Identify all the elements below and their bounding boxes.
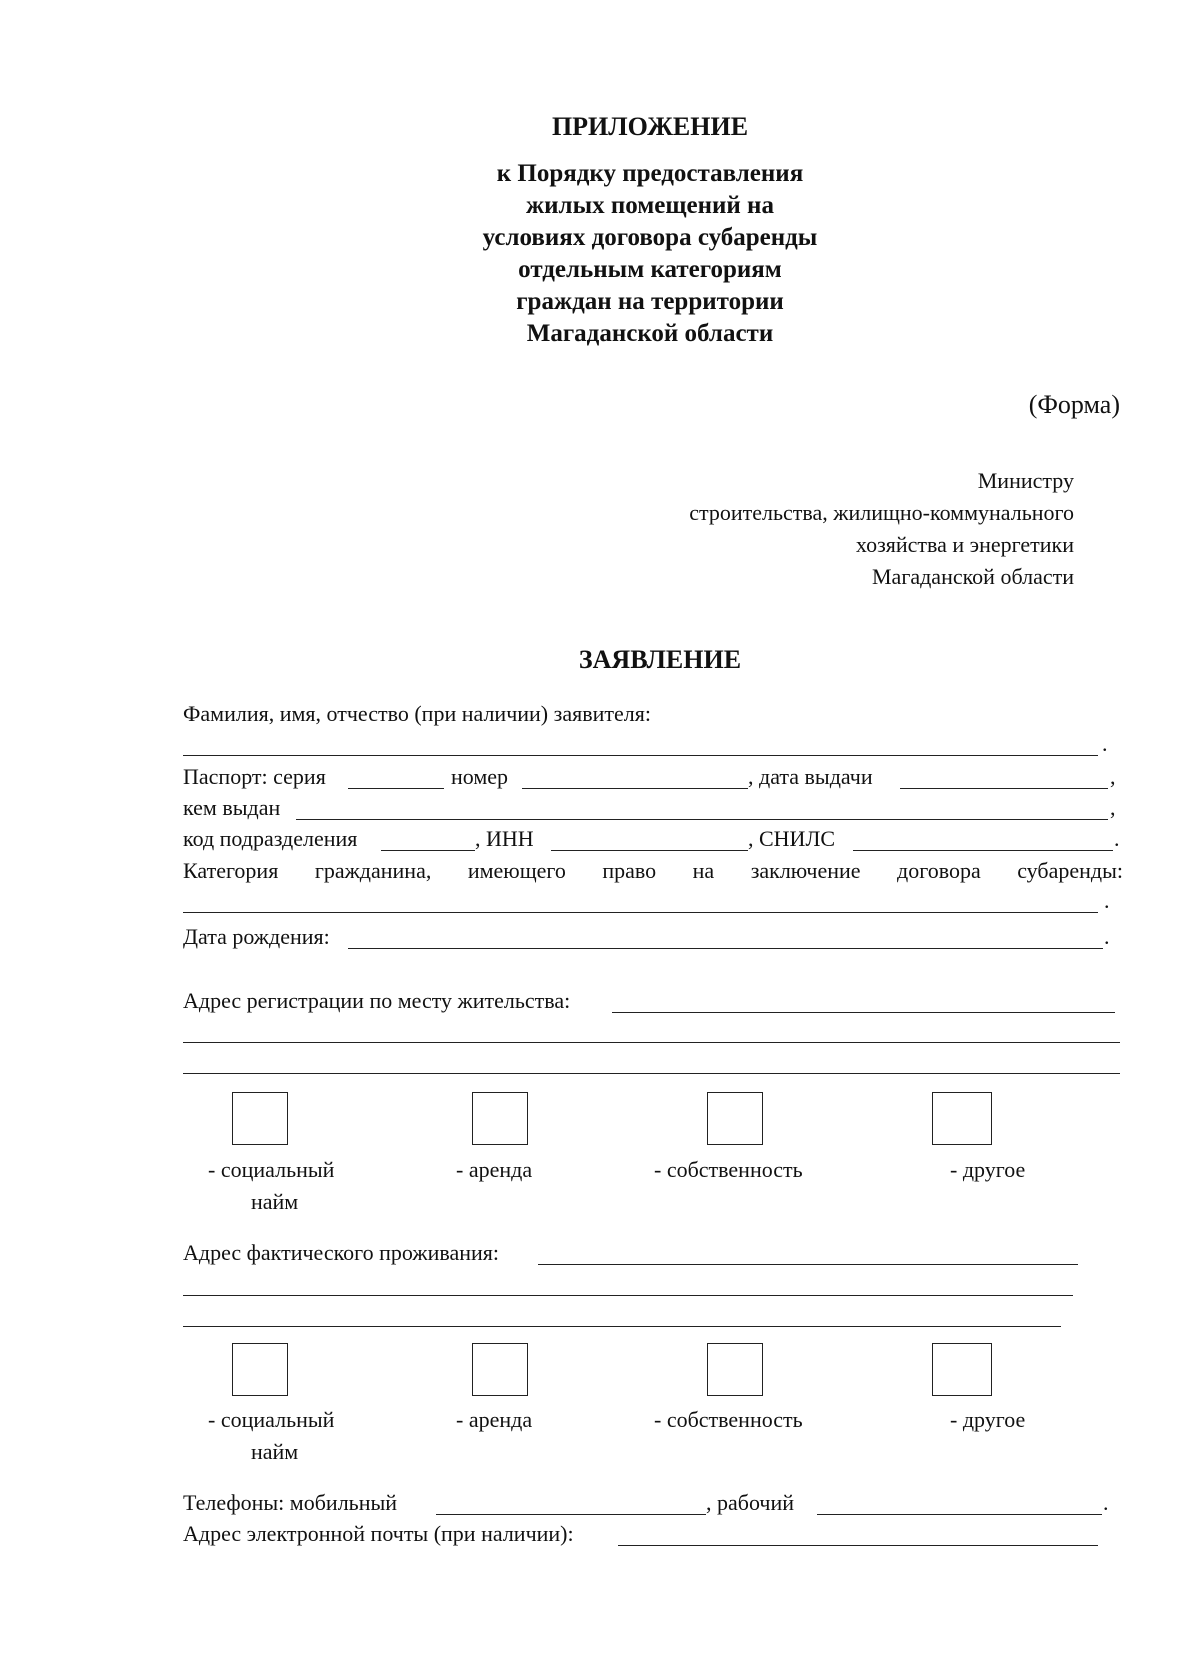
snils-label: , СНИЛС (748, 826, 836, 851)
category-word: заключение (750, 858, 861, 883)
inn-label: , ИНН (475, 826, 534, 851)
addressee-line: хозяйства и энергетики (855, 532, 1074, 557)
fio-field[interactable] (183, 755, 1098, 756)
email-field[interactable] (618, 1545, 1098, 1546)
category-word: право (602, 858, 657, 883)
reg-social-rent-label-line2: найм (251, 1189, 299, 1214)
issue-date-comma: , (1110, 764, 1116, 789)
appendix-line: граждан на территории (516, 288, 784, 315)
category-word: договора (897, 858, 981, 883)
addressee-line: Магаданской области (872, 564, 1074, 589)
issue-date-field[interactable] (900, 788, 1108, 789)
reg-address-field-line3[interactable] (183, 1073, 1120, 1074)
fact-rent-label: - аренда (456, 1407, 533, 1432)
reg-social-rent-label: - социальный (208, 1157, 335, 1182)
mobile-phone-label: Телефоны: мобильный (183, 1490, 398, 1515)
issued-by-comma: , (1110, 795, 1116, 820)
fact-other-checkbox[interactable] (932, 1343, 992, 1396)
issued-by-field[interactable] (296, 819, 1108, 820)
birth-date-period: . (1104, 924, 1110, 949)
category-word: субаренды: (1017, 858, 1123, 883)
appendix-line: Магаданской области (526, 320, 774, 347)
fio-period: . (1102, 731, 1108, 756)
reg-other-label: - другое (950, 1157, 1026, 1182)
category-word: на (692, 858, 715, 883)
birth-date-field[interactable] (348, 948, 1103, 949)
addressee-line: строительства, жилищно-коммунального (689, 500, 1074, 525)
fact-social-rent-label: - социальный (208, 1407, 335, 1432)
fact-address-field-line2[interactable] (183, 1295, 1073, 1296)
fact-address-label: Адрес фактического проживания: (183, 1240, 499, 1265)
fact-social-rent-checkbox[interactable] (232, 1343, 288, 1396)
category-word: Категория (183, 858, 279, 883)
work-phone-label: , рабочий (706, 1490, 794, 1515)
fact-social-rent-label-line2: найм (251, 1439, 299, 1464)
document-title: ЗАЯВЛЕНИЕ (578, 645, 742, 674)
birth-date-label: Дата рождения: (183, 924, 330, 949)
appendix-line: отдельным категориям (518, 256, 782, 283)
category-word: гражданина, (314, 858, 432, 883)
reg-social-rent-checkbox[interactable] (232, 1092, 288, 1145)
form-label: (Форма) (1028, 390, 1120, 419)
appendix-line: к Порядку предоставления (496, 160, 804, 187)
fact-other-label: - другое (950, 1407, 1026, 1432)
email-label: Адрес электронной почты (при наличии): (183, 1521, 574, 1546)
division-code-label: код подразделения (183, 826, 358, 851)
work-phone-period: . (1103, 1490, 1109, 1515)
fact-ownership-checkbox[interactable] (707, 1343, 763, 1396)
appendix-title: ПРИЛОЖЕНИЕ (551, 112, 749, 141)
work-phone-field[interactable] (817, 1514, 1102, 1515)
fact-rent-checkbox[interactable] (472, 1343, 528, 1396)
passport-number-label: номер (451, 764, 509, 789)
inn-field[interactable] (551, 850, 748, 851)
category-field[interactable] (183, 912, 1098, 913)
category-period: . (1104, 888, 1110, 913)
category-label (183, 858, 1123, 884)
reg-ownership-label: - собственность (654, 1157, 803, 1182)
appendix-line: условиях договора субаренды (482, 224, 818, 251)
reg-rent-checkbox[interactable] (472, 1092, 528, 1145)
reg-other-checkbox[interactable] (932, 1092, 992, 1145)
passport-series-field[interactable] (348, 788, 444, 789)
reg-rent-label: - аренда (456, 1157, 533, 1182)
fio-label: Фамилия, имя, отчество (при наличии) заявителя: (183, 701, 651, 726)
snils-field[interactable] (853, 850, 1113, 851)
passport-series-label: Паспорт: серия (183, 764, 326, 789)
passport-number-field[interactable] (522, 788, 748, 789)
appendix-line: жилых помещений на (526, 192, 774, 219)
issue-date-label: , дата выдачи (748, 764, 873, 789)
fact-address-field[interactable] (538, 1264, 1078, 1265)
reg-address-field[interactable] (612, 1012, 1115, 1013)
reg-ownership-checkbox[interactable] (707, 1092, 763, 1145)
fact-address-field-line3[interactable] (183, 1326, 1061, 1327)
fact-ownership-label: - собственность (654, 1407, 803, 1432)
issued-by-label: кем выдан (183, 795, 281, 820)
addressee-line: Министру (977, 468, 1074, 493)
division-code-field[interactable] (381, 850, 475, 851)
reg-address-label: Адрес регистрации по месту жительства: (183, 988, 571, 1013)
reg-address-field-line2[interactable] (183, 1042, 1120, 1043)
mobile-phone-field[interactable] (436, 1514, 706, 1515)
category-word: имеющего (467, 858, 566, 883)
snils-period: . (1114, 826, 1120, 851)
